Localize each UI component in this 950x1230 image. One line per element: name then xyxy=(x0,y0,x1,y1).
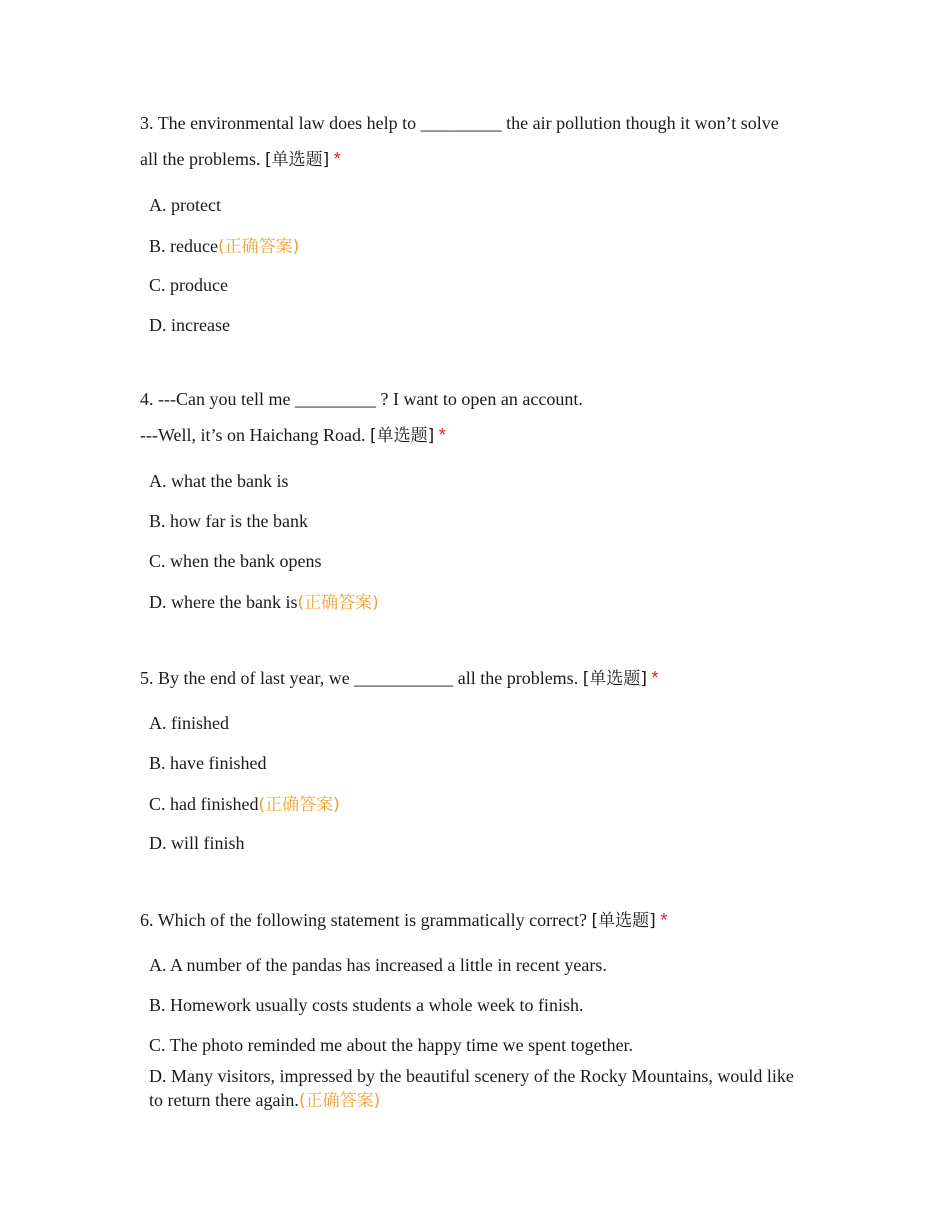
question-stem xyxy=(140,660,810,697)
option-label: C. produce xyxy=(149,275,228,295)
option-label: D. will finish xyxy=(149,833,245,853)
option-label: A. A number of the pandas has increased a little in recent years. xyxy=(149,955,607,975)
question-4 xyxy=(140,381,810,613)
question-stem xyxy=(140,902,810,939)
required-mark: * xyxy=(333,149,341,169)
option-b xyxy=(149,509,799,534)
question-number: 6. xyxy=(140,910,154,930)
stem-line-1: Which of the following statement is grammatically correct? xyxy=(157,910,588,930)
option-a xyxy=(149,193,799,218)
option-label: D. where the bank is xyxy=(149,592,298,612)
option-c xyxy=(149,549,799,574)
correct-answer-note: (正确答案) xyxy=(258,795,340,815)
option-label: B. have finished xyxy=(149,753,267,773)
question-6 xyxy=(140,902,810,1111)
option-d xyxy=(149,831,799,856)
option-a xyxy=(149,469,799,494)
question-number: 5. xyxy=(140,668,154,688)
option-label: A. finished xyxy=(149,713,229,733)
question-type-tag: [单选题] xyxy=(582,669,647,689)
question-stem xyxy=(140,105,810,178)
option-label: C. had finished xyxy=(149,794,259,814)
option-d xyxy=(149,590,799,615)
stem-line-1: By the end of last year, we ___________ all the problems. xyxy=(158,668,579,688)
question-5 xyxy=(140,660,810,853)
option-a xyxy=(149,711,799,736)
option-a xyxy=(149,953,799,978)
option-label: C. The photo reminded me about the happy time we spent together. xyxy=(149,1035,634,1055)
option-b xyxy=(149,993,799,1018)
question-3 xyxy=(140,105,810,335)
option-label: C. when the bank opens xyxy=(149,551,322,571)
option-label: D. increase xyxy=(149,315,230,335)
option-label: A. what the bank is xyxy=(149,471,289,491)
option-d xyxy=(149,313,799,338)
option-label: B. reduce xyxy=(149,236,218,256)
required-mark: * xyxy=(660,910,668,930)
question-number: 3. xyxy=(140,113,154,133)
correct-answer-note: (正确答案) xyxy=(217,237,300,257)
stem-line-1: ---Can you tell me _________ ? I want to open an account. xyxy=(158,389,583,409)
question-type-tag: [单选题] xyxy=(591,911,656,931)
option-label: B. Homework usually costs students a whole week to finish. xyxy=(149,995,584,1015)
stem-line-2: all the problems. xyxy=(140,149,261,169)
correct-answer-note: (正确答案) xyxy=(298,1091,381,1111)
option-d xyxy=(149,1064,799,1113)
option-c xyxy=(149,273,799,298)
question-type-tag: [单选题] xyxy=(264,150,330,170)
required-mark: * xyxy=(651,668,659,688)
option-b xyxy=(149,234,799,259)
correct-answer-note: (正确答案) xyxy=(297,593,379,613)
stem-line-1: The environmental law does help to _________ the air pollution though it won’t solve xyxy=(157,113,779,133)
stem-line-2: ---Well, it’s on Haichang Road. xyxy=(140,425,366,445)
question-number: 4. xyxy=(140,389,154,409)
question-stem xyxy=(140,381,810,454)
option-c xyxy=(149,792,799,817)
required-mark: * xyxy=(438,425,446,445)
option-label: B. how far is the bank xyxy=(149,511,308,531)
option-label: A. protect xyxy=(149,195,221,215)
question-type-tag: [单选题] xyxy=(370,426,435,446)
option-c xyxy=(149,1033,799,1058)
option-b xyxy=(149,751,799,776)
option-label: D. Many visitors, impressed by the beautiful scenery of the Rocky Mountains, would like to return there again. xyxy=(149,1066,794,1110)
